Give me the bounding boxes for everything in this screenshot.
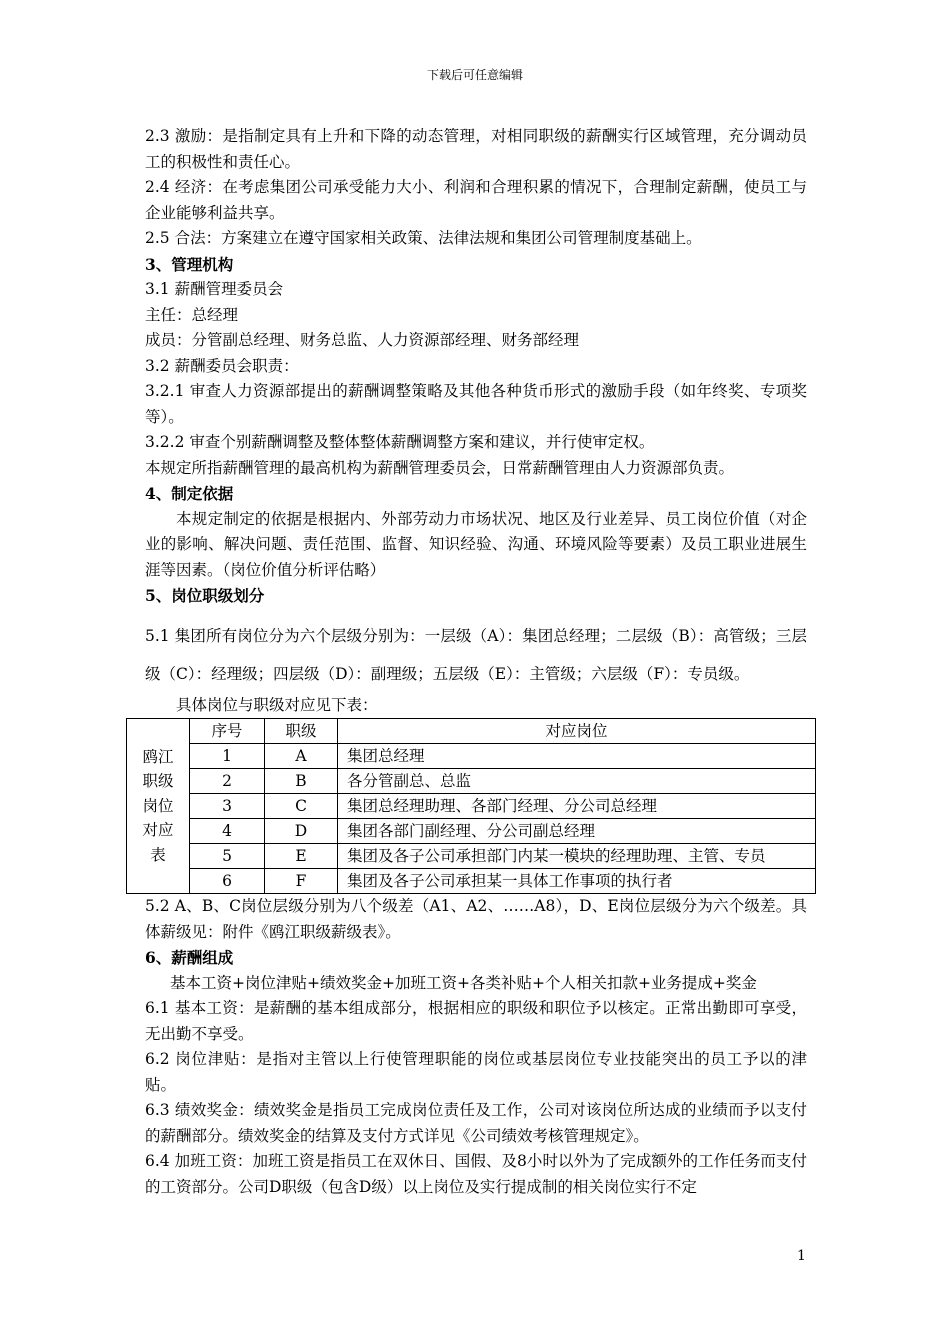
authority-paragraph: 本规定所指薪酬管理的最高机构为薪酬管理委员会，日常薪酬管理由人力资源部负责。 [145,458,735,477]
table-row [127,794,816,819]
paragraph-3-1: 3.1 薪酬管理委员会 [145,280,284,298]
cell-position: 集团及各子公司承担部门内某一模块的经理助理、主管、专员 [338,844,816,869]
column-header-position: 对应岗位 [338,719,816,744]
side-label-line: 职级 [142,772,174,791]
table-row [127,869,816,894]
document-body [142,124,807,1200]
paragraph-6-4: 6.4 加班工资：加班工资是指员工在双休日、国假、及8小时以外为了完成额外的工作任务而支付的工资部分。公司D职级（包含D级）以上岗位及实行提成制的相关岗位实行不定 [145,1152,807,1196]
table-intro: 具体岗位与职级对应见下表： [176,695,378,714]
cell-position: 集团各部门副经理、分公司副总经理 [338,819,816,844]
cell-position: 集团及各子公司承担某一具体工作事项的执行者 [338,869,816,894]
cell-position: 各分管副总、总监 [338,769,816,794]
chairman-line: 主任：总经理 [145,305,239,324]
paragraph-2-5: 2.5 合法：方案建立在遵守国家相关政策、法律法规和集团公司管理制度基础上。 [145,229,702,247]
table-side-label [127,719,190,894]
cell-no: 5 [190,844,265,869]
cell-no: 3 [190,794,265,819]
side-label-line: 对应 [142,821,174,840]
cell-grade: E [265,844,338,869]
side-label-line: 鸥江 [142,747,174,766]
cell-no: 2 [190,769,265,794]
cell-grade: D [265,819,338,844]
section-heading-3: 3、管理机构 [145,254,234,274]
page-number: 1 [797,1248,806,1264]
cell-no: 4 [190,819,265,844]
paragraph-2-3: 2.3 激励：是指制定具有上升和下降的动态管理，对相同职级的薪酬实行区域管理，充分调动员工的积极性和责任心。 [145,127,807,171]
section-heading-6: 6、薪酬组成 [145,948,234,967]
members-line: 成员：分管副总经理、财务总监、人力资源部经理、财务部经理 [145,331,580,349]
paragraph-3-2-1: 3.2.1 审查人力资源部提出的薪酬调整策略及其他各种货币形式的激励手段（如年终奖、专项奖等）。 [145,382,807,426]
cell-no: 6 [190,869,265,894]
section-heading-5: 5、岗位职级划分 [145,586,265,605]
table-row [127,769,816,794]
paragraph-6-2: 6.2 岗位津贴：是指对主管以上行使管理职能的岗位或基层岗位专业技能突出的员工予以的津贴。 [145,1050,807,1094]
cell-grade: C [265,794,338,819]
cell-grade: F [265,869,338,894]
table-header-row [127,719,816,744]
cell-position: 集团总经理助理、各部门经理、分公司总经理 [338,794,816,819]
cell-grade: B [265,769,338,794]
page-header: 下载后可任意编辑 [426,68,523,82]
table-row [127,844,816,869]
paragraph-2-4: 2.4 经济：在考虑集团公司承受能力大小、利润和合理积累的情况下，合理制定薪酬，使员工与企业能够利益共享。 [145,178,807,222]
paragraph-3-2: 3.2 薪酬委员会职责： [145,356,299,375]
cell-grade: A [265,744,338,769]
basis-paragraph: 本规定制定的依据是根据内、外部劳动力市场状况、地区及行业差异、员工岗位价值（对企业的影响、解决问题、责任范围、监督、知识经验、沟通、环境风险等要素）及员工职业进展生涯等因素。（岗位价值分析评估略） [145,509,807,579]
paragraph-5-2: 5.2 A、B、C岗位层级分别为八个级差（A1、A2、……A8），D、E岗位层级分为六个级差。具体薪级见：附件《鸥江职级薪级表》。 [145,897,807,941]
column-header-grade: 职级 [265,719,338,744]
salary-formula: 基本工资+岗位津贴+绩效奖金+加班工资+各类补贴+个人相关扣款+业务提成+奖金 [170,973,757,992]
side-label-line: 岗位 [142,796,174,815]
paragraph-6-1: 6.1 基本工资：是薪酬的基本组成部分，根据相应的职级和职位予以核定。正常出勤即可享受，无出勤不享受。 [145,999,807,1043]
column-header-no: 序号 [190,719,265,744]
grade-table [126,718,816,894]
side-label-line: 表 [150,845,166,864]
paragraph-3-2-2: 3.2.2 审查个别薪酬调整及整体整体薪酬调整方案和建议，并行使审定权。 [145,433,655,451]
section-heading-4: 4、制定依据 [145,484,234,503]
table-row [127,744,816,769]
table-row [127,819,816,844]
cell-no: 1 [190,744,265,769]
paragraph-5-1: 5.1 集团所有岗位分为六个层级分别为：一层级（A）：集团总经理；二层级（B）：高管级；三层级（C）：经理级；四层级（D）：副理级；五层级（E）：主管级；六层级（F）：专员级。 [145,626,807,683]
cell-position: 集团总经理 [338,744,816,769]
paragraph-6-3: 6.3 绩效奖金：绩效奖金是指员工完成岗位责任及工作，公司对该岗位所达成的业绩而予以支付的薪酬部分。绩效奖金的结算及支付方式详见《公司绩效考核管理规定》。 [145,1101,807,1145]
